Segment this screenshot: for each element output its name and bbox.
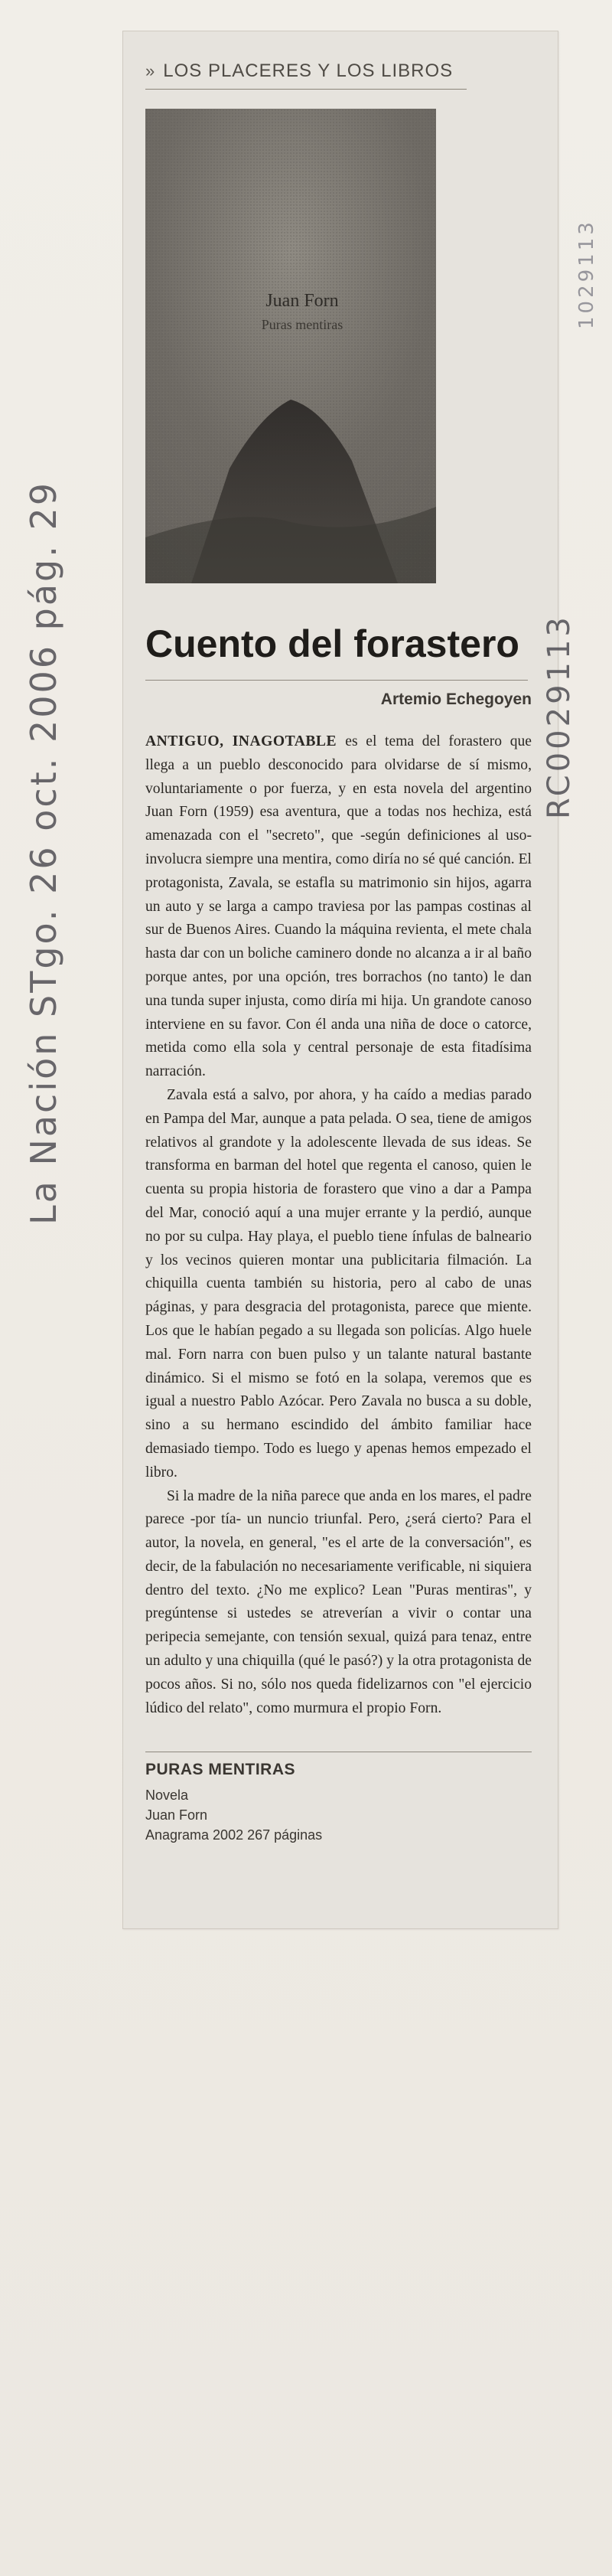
article-byline: Artemio Echegoyen <box>380 691 532 708</box>
book-info-genre: Novela <box>145 1788 189 1803</box>
book-info-author: Juan Forn <box>145 1807 208 1823</box>
lead-in: ANTIGUO, INAGOTABLE <box>145 733 346 749</box>
cover-author: Juan Forn <box>265 291 339 311</box>
section-header <box>145 54 467 90</box>
handwritten-catalog-number: RC0029113 <box>542 614 577 819</box>
faint-stamp-number: 1029113 <box>575 219 598 329</box>
article-headline: Cuento del forastero <box>145 622 519 665</box>
handwritten-source-note: La Nación STgo. 26 oct. 2006 pág. 29 <box>23 480 64 1225</box>
headline-divider <box>145 680 528 681</box>
section-title: LOS PLACERES Y LOS LIBROS <box>163 60 454 81</box>
book-cover-photo <box>145 109 436 583</box>
cover-title: Puras mentiras <box>261 317 343 332</box>
book-info-box <box>145 1761 532 1845</box>
article-paragraph: ANTIGUO, INAGOTABLE es el tema del forastero que llega a un pueblo desconocido para olvidarse de sí mismo, voluntariamente o por fuerza, y en esta novela del argentino Juan Forn (1959) esa aventura, que a todas nos hechiza, está amenazada con el "secreto", que -según definiciones al uso- involucra siempre una mentira, como diría no sé qué canción. El protagonista, Zavala, se estafla su matrimonio sin hijos, agarra un auto y se larga a campo traviesa por las pampas costinas al sur de Buenos Aires. Cuando la máquina revienta, el mete chala hasta dar con un boliche caminero donde no alcanza a ir al baño porque antes, por una opción, tres borrachos (no tanto) le dan una tunda super injusta, como diría mi hija. Un grandote canoso interviene en su favor. Con él anda una niña de doce o catorce, metida como ella sola y central personaje de esta fitadísima narración. <box>145 733 532 1080</box>
article-body <box>145 730 532 1720</box>
book-info-title: PURAS MENTIRAS <box>145 1761 296 1778</box>
cover-mountain-graphic <box>145 109 436 583</box>
article-paragraph: Zavala está a salvo, por ahora, y ha caído a medias parado en Pampa del Mar, aunque a pata pelada. O sea, tiene de amigos relativos al grandote y la adolescente llevada de sus ideas. Se transforma en barman del hotel que regenta el canoso, quien le cuenta su propia historia de forastero que vino a dar a Pampa del Mar, conoció aquí a una mujer errante y la perdió, aunque no por su culpa. Hay playa, el pueblo tiene ínfulas de balneario y los vecinos quieren montar una publicitaria filmación. La chiquilla cuenta también su historia, pero al cabo de unas páginas, y para desgracia del protagonista, parece que miente. Los que le habían pegado a su llegada son policías. Algo huele mal. Forn narra con buen pulso y un talante natural bastante dinámico. Si el mismo se fotó en la solapa, veremos que es igual a nuestro Pablo Azócar. Pero Zavala no busca a su doble, sino a su hermano escindido del ámbito familiar hace demasiado tiempo. Todo es luego y apenas hemos empezado el libro. <box>145 1086 532 1481</box>
book-info-publisher: Anagrama 2002 267 páginas <box>145 1827 323 1843</box>
article-paragraph: Si la madre de la niña parece que anda en los mares, el padre parece -por tía- un nuncio triunfal. Pero, ¿será cierto? Para el autor, la novela, en general, "es el arte de la conversación", es decir, de la fabulación no necesariamente verificable, ni siquiera dentro del texto. ¿No me explico? Lean "Puras mentiras", y pregúntense si ustedes se atreverían a vivir o contar una peripecia semejante, con tensión sexual, quizá para tenaz, entre un adulto y una chiquilla (qué le pasó?) y la otra protagonista de pocos años. Si no, sólo nos queda fidelizarnos con "el ejercicio lúdico del relato", como murmura el propio Forn. <box>145 1487 532 1716</box>
section-arrows-icon: » <box>145 61 156 80</box>
